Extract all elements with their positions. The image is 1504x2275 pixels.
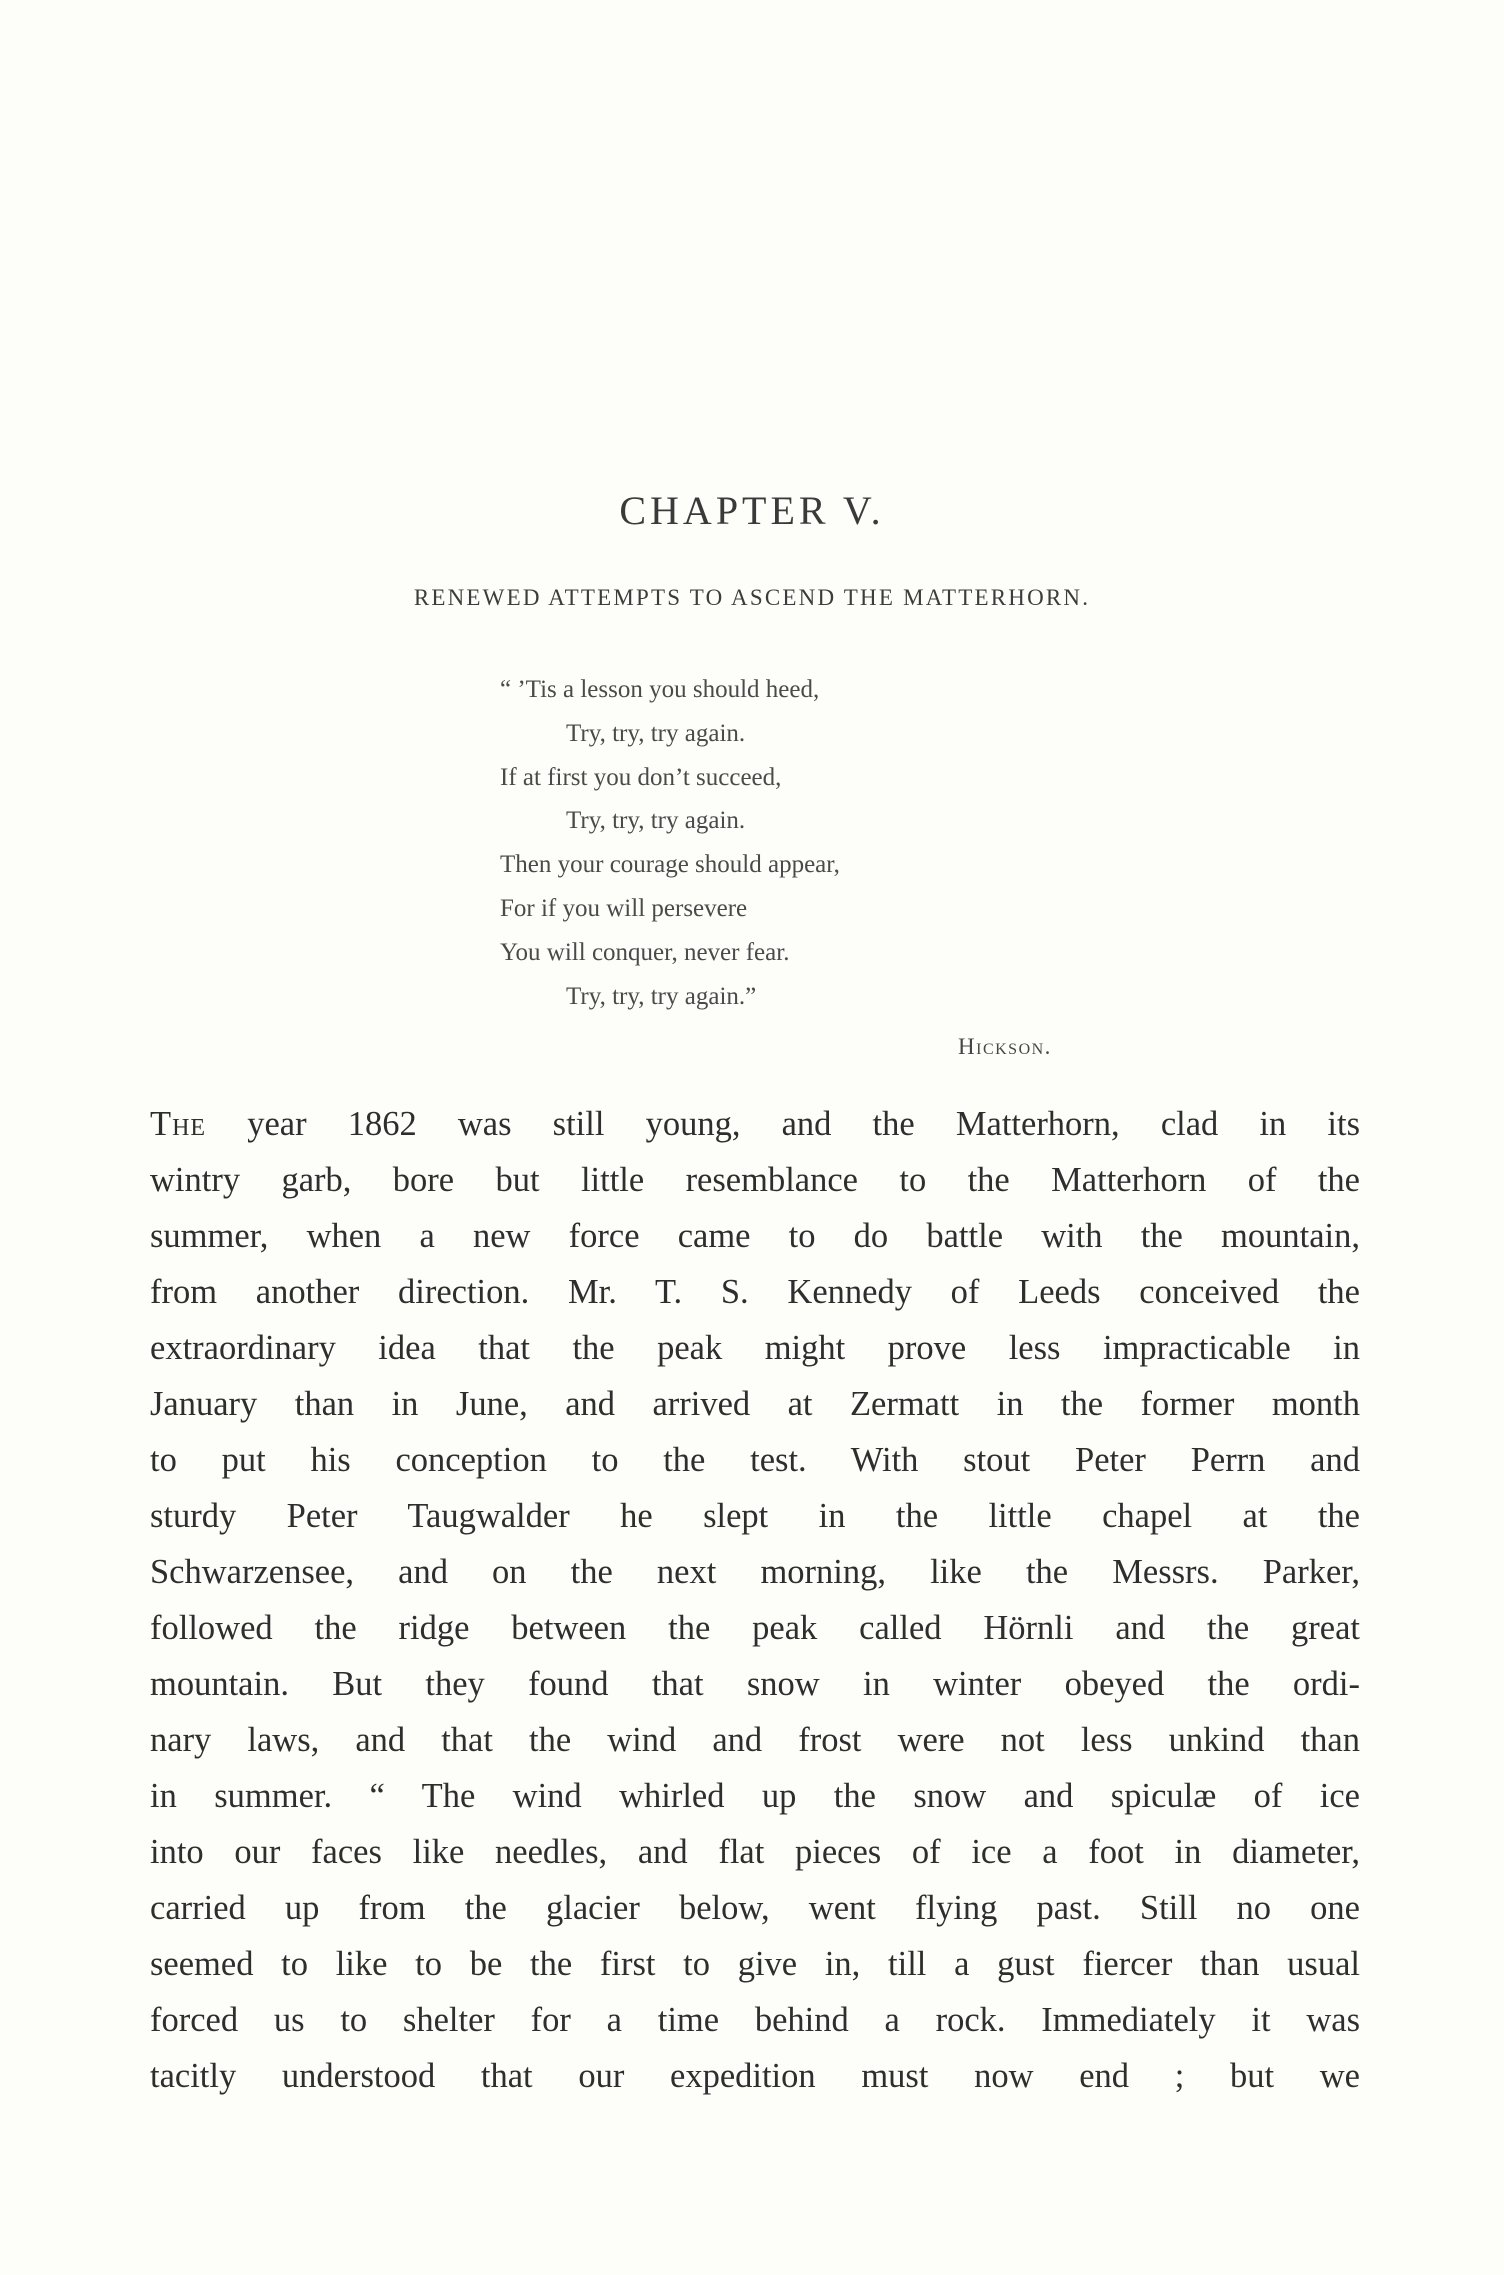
body-line: extraordinary idea that the peak might prove less impracticable in bbox=[150, 1329, 1360, 1367]
epigraph-line: Then your courage should appear, bbox=[500, 851, 840, 879]
body-line: carried up from the glacier below, went flying past. Still no one bbox=[150, 1889, 1360, 1927]
chapter-subtitle: RENEWED ATTEMPTS TO ASCEND THE MATTERHORN. bbox=[413, 585, 1091, 610]
body-line: from another direction. Mr. T. S. Kennedy of Leeds conceived the bbox=[150, 1273, 1360, 1311]
body-line: summer, when a new force came to do battle with the mountain, bbox=[150, 1217, 1360, 1255]
chapter-title: CHAPTER V. bbox=[619, 488, 885, 533]
body-line: to put his conception to the test. With stout Peter Perrn and bbox=[150, 1441, 1360, 1479]
epigraph bbox=[500, 668, 1120, 1059]
body-line: in summer. “ The wind whirled up the snow and spiculæ of ice bbox=[150, 1777, 1360, 1815]
body-line: sturdy Peter Taugwalder he slept in the little chapel at the bbox=[150, 1497, 1360, 1535]
body-line: tacitly understood that our expedition must now end ; but we bbox=[150, 2057, 1360, 2095]
body-line: Schwarzensee, and on the next morning, like the Messrs. Parker, bbox=[150, 1553, 1360, 1591]
epigraph-attribution: Hickson. bbox=[958, 1034, 1052, 1059]
body-line: mountain. But they found that snow in winter obeyed the ordi- bbox=[150, 1665, 1360, 1703]
body-line bbox=[150, 1100, 1360, 1148]
body-line: seemed to like to be the first to give in, till a gust fiercer than usual bbox=[150, 1945, 1360, 1983]
epigraph-line: “ ’Tis a lesson you should heed, bbox=[500, 676, 820, 703]
body-line: nary laws, and that the wind and frost were not less unkind than bbox=[150, 1721, 1360, 1759]
lead-word: The bbox=[150, 1105, 207, 1143]
body-line: followed the ridge between the peak called Hörnli and the great bbox=[150, 1609, 1360, 1647]
body-line-text: year 1862 was still young, and the Matterhorn, clad in its bbox=[206, 1105, 1360, 1143]
body-line: wintry garb, bore but little resemblance to the Matterhorn of the bbox=[150, 1161, 1360, 1199]
epigraph-line: For if you will persevere bbox=[500, 894, 748, 922]
body-line: forced us to shelter for a time behind a rock. Immediately it was bbox=[150, 2001, 1360, 2039]
epigraph-line: Try, try, try again. bbox=[566, 807, 746, 835]
epigraph-line: Try, try, try again. bbox=[566, 719, 746, 747]
body-line: into our faces like needles, and flat pieces of ice a foot in diameter, bbox=[150, 1833, 1360, 1871]
epigraph-line: If at first you don’t succeed, bbox=[500, 763, 782, 791]
epigraph-line: You will conquer, never fear. bbox=[500, 938, 790, 966]
body-line: January than in June, and arrived at Zermatt in the former month bbox=[150, 1385, 1360, 1423]
epigraph-line: Try, try, try again.” bbox=[566, 982, 757, 1010]
